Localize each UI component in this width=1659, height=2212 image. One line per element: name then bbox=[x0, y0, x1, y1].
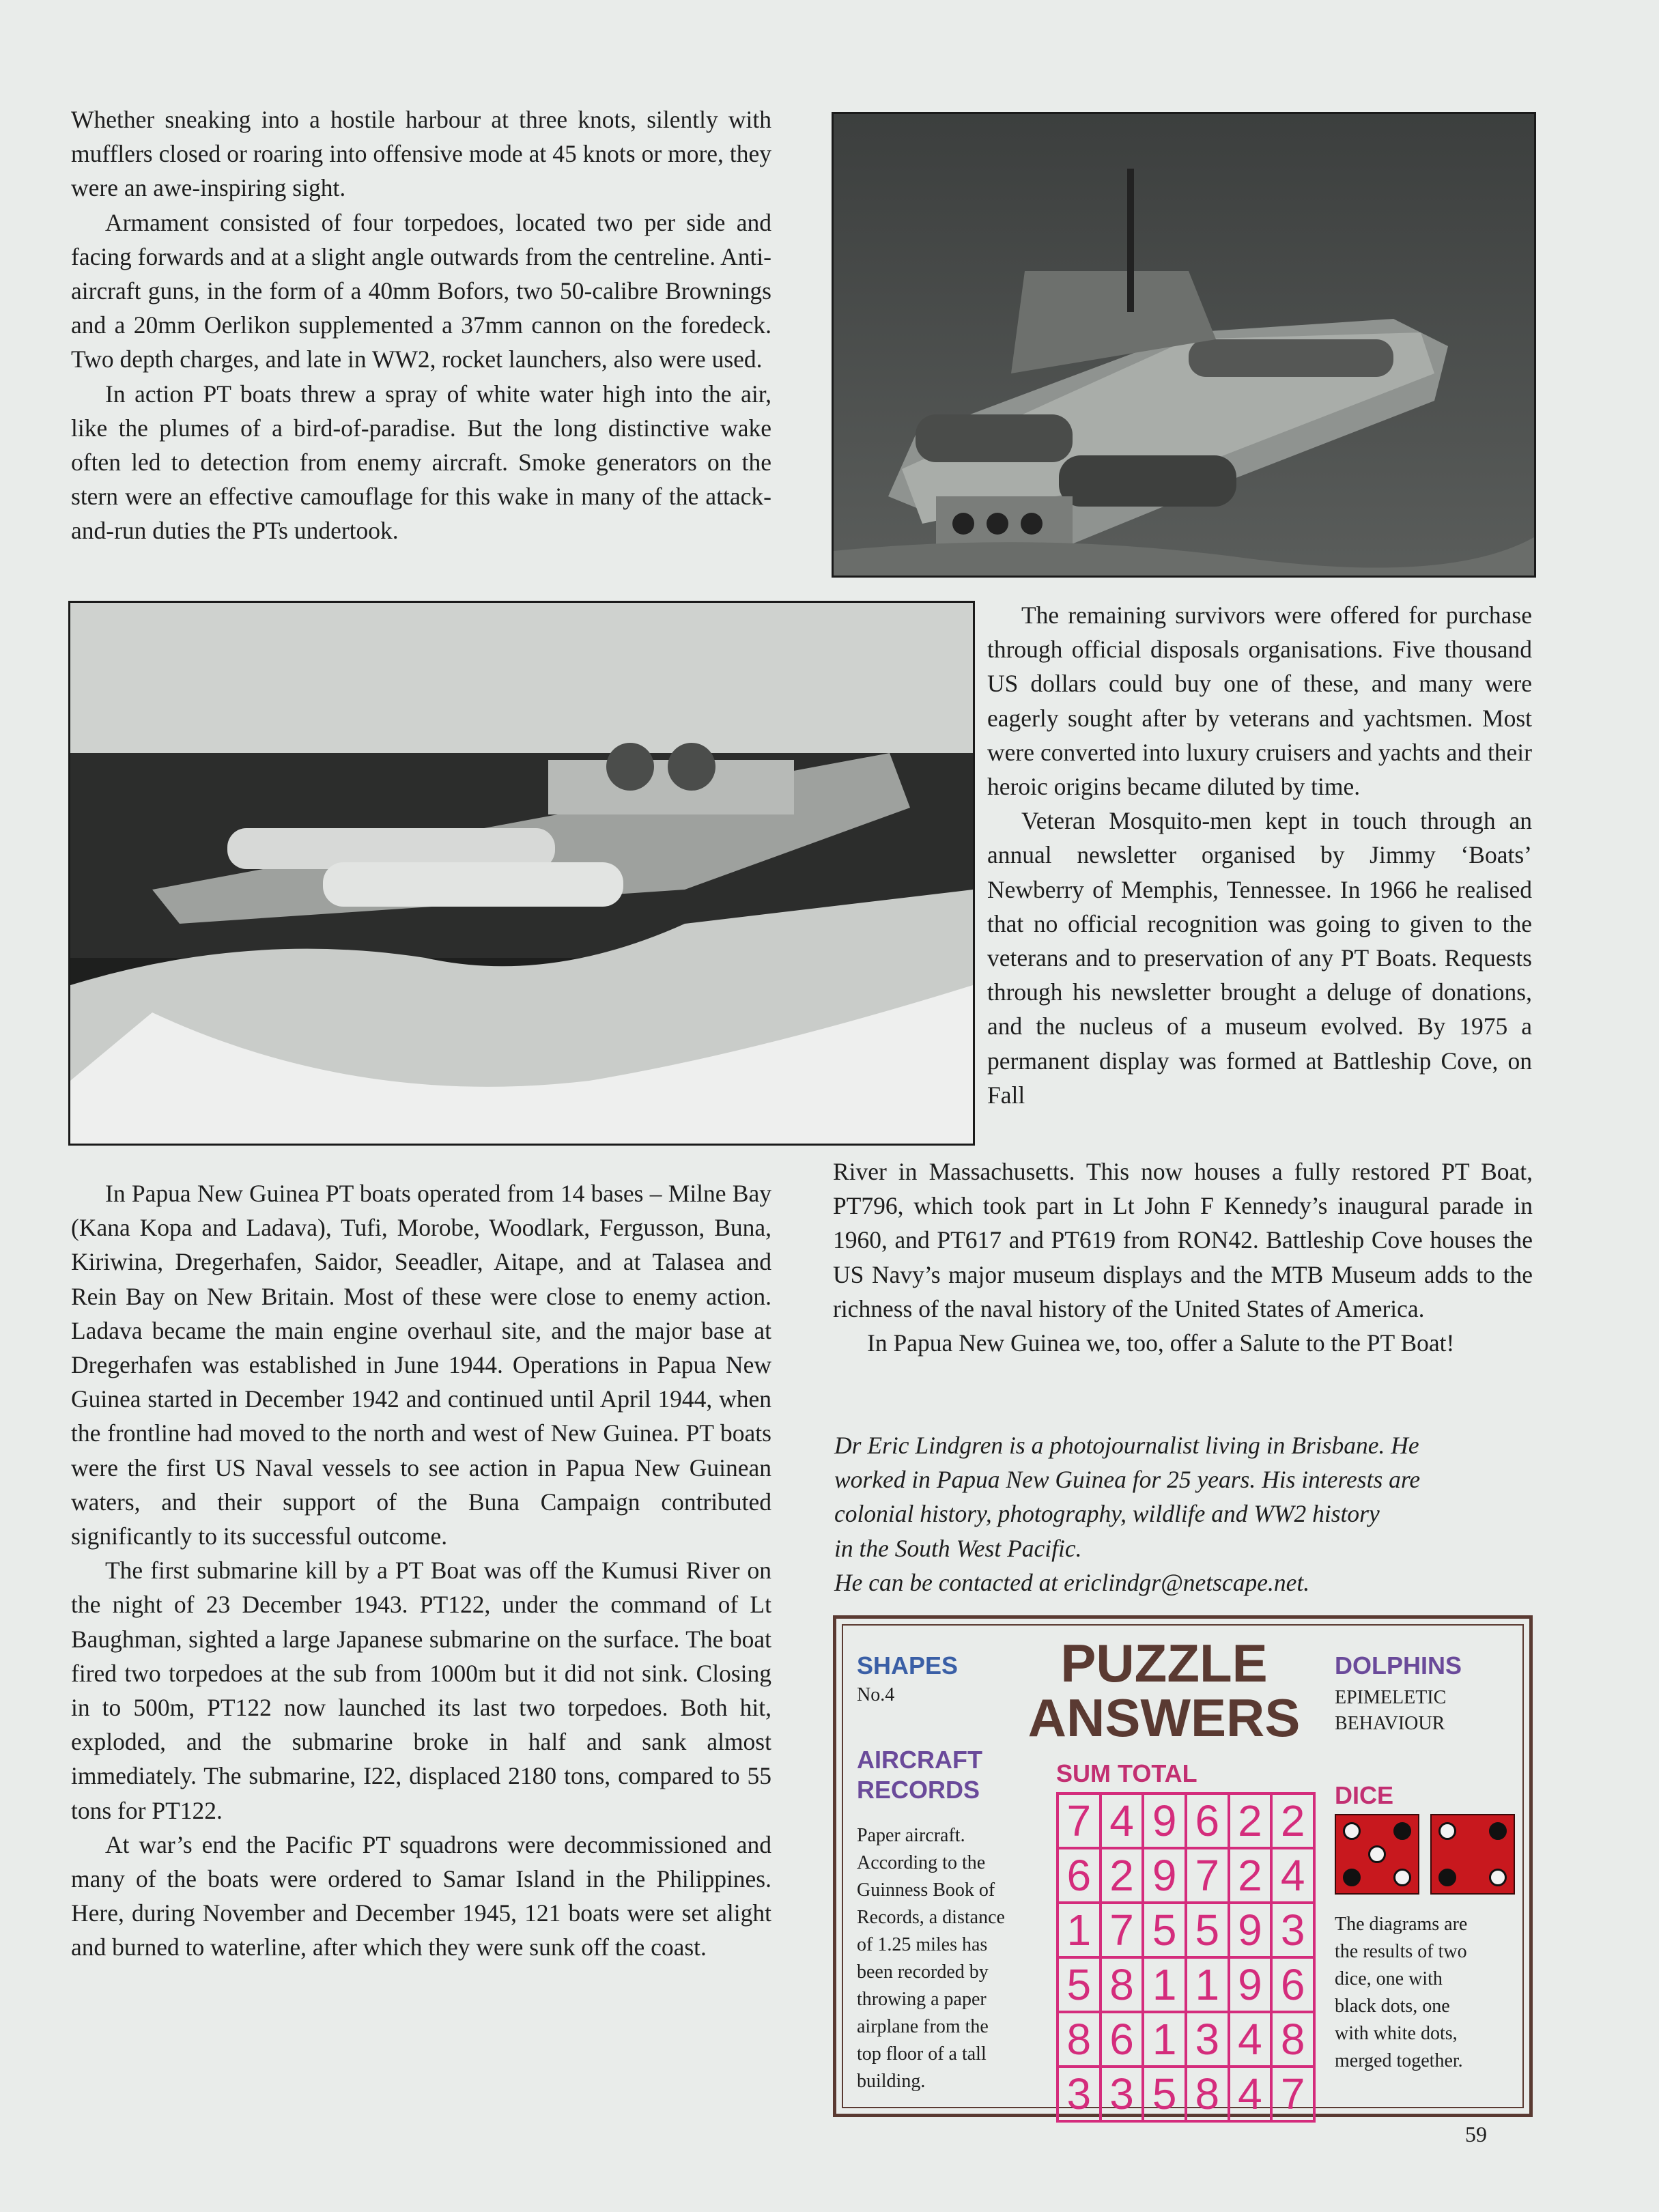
black-pip bbox=[1343, 1869, 1361, 1886]
grid-row bbox=[1058, 1848, 1314, 1903]
grid-cell: 4 bbox=[1229, 2067, 1272, 2121]
aircraft-line: airplane from the bbox=[857, 2016, 989, 2037]
white-pip bbox=[1368, 1845, 1386, 1863]
black-pip bbox=[1438, 1869, 1456, 1886]
aircraft-answer bbox=[857, 1822, 1055, 2095]
aircraft-line: Guinness Book of bbox=[857, 1880, 995, 1901]
grid-cell: 4 bbox=[1101, 1793, 1144, 1848]
grid-cell: 7 bbox=[1058, 1793, 1101, 1848]
paragraph: The first submarine kill by a PT Boat was off the Kumusi River on the night of 23 December 1943. PT122, under the command of Lt Baughman, sighted a large Japanese submarine on the surface. The boat fired two torpedoes at the sub from 1000m but it did not sink. Closing in to 500m, PT122 now launched its last two torpedoes. Both hit, exploded, and the submarine broke in half and sank almost immediately. The submarine, I22, displaced 2180 tons, compared to 55 tons for PT122. bbox=[71, 1557, 771, 1824]
dice-line: the results of two bbox=[1335, 1941, 1467, 1962]
dice-line: dice, one with bbox=[1335, 1968, 1443, 1989]
grid-cell: 6 bbox=[1101, 2012, 1144, 2067]
grid-cell: 9 bbox=[1229, 1903, 1272, 1957]
column2-bottom-text bbox=[833, 1154, 1533, 1360]
dice-title: DICE bbox=[1335, 1781, 1394, 1809]
grid-cell: 7 bbox=[1271, 2067, 1314, 2121]
puzzle-answers-box bbox=[833, 1615, 1533, 2117]
paragraph: In action PT boats threw a spray of white water high into the air, like the plumes of a bird-of-paradise. But the long distinctive wake often led to detection from enemy aircraft. Smoke generators on the stern were an effective camouflage for this wake in many of the attack-and-run duties the PTs undertook. bbox=[71, 380, 771, 545]
white-pip bbox=[1489, 1869, 1507, 1886]
aircraft-line: Paper aircraft. bbox=[857, 1825, 965, 1846]
grid-cell: 6 bbox=[1271, 1957, 1314, 2012]
bio-line: Dr Eric Lindgren is a photojournalist living in Brisbane. He bbox=[834, 1432, 1419, 1459]
pt-boat-speeding-photo bbox=[68, 601, 975, 1146]
shapes-title: SHAPES bbox=[857, 1651, 959, 1679]
black-pip bbox=[1393, 1822, 1411, 1840]
grid-cell: 5 bbox=[1143, 1903, 1186, 1957]
white-pip bbox=[1393, 1869, 1411, 1886]
dice-line: black dots, one bbox=[1335, 1996, 1450, 2017]
grid-cell: 1 bbox=[1058, 1903, 1101, 1957]
aircraft-line: According to the bbox=[857, 1852, 986, 1873]
grid-cell: 8 bbox=[1271, 2012, 1314, 2067]
shapes-answer: No.4 bbox=[857, 1684, 895, 1705]
grid-cell: 7 bbox=[1101, 1903, 1144, 1957]
dolphins-title: DOLPHINS bbox=[1335, 1651, 1462, 1679]
puzzle-title-line2: ANSWERS bbox=[1027, 1688, 1301, 1748]
pt-boat-stern-photo bbox=[832, 112, 1536, 578]
dolphins-answer-line1: EPIMELETIC bbox=[1335, 1687, 1447, 1708]
grid-cell: 8 bbox=[1101, 1957, 1144, 2012]
bio-line: colonial history, photography, wildlife and WW2 history bbox=[834, 1500, 1380, 1528]
grid-cell: 3 bbox=[1101, 2067, 1144, 2121]
paragraph: At war’s end the Pacific PT squadrons were decommissioned and many of the boats were ordered to Samar Island in the Philippines. Here, during November and December 1945, 121 boats were set alight and burned to waterline, after which they were sunk off the coast. bbox=[71, 1830, 771, 1961]
aircraft-line: of 1.25 miles has bbox=[857, 1934, 988, 1955]
aircraft-line: building. bbox=[857, 2071, 926, 2092]
grid-cell: 1 bbox=[1143, 1957, 1186, 2012]
grid-cell: 4 bbox=[1271, 1848, 1314, 1903]
grid-cell: 8 bbox=[1058, 2012, 1101, 2067]
black-pip bbox=[1489, 1822, 1507, 1840]
aircraft-line: throwing a paper bbox=[857, 1989, 987, 2010]
die-1 bbox=[1335, 1814, 1419, 1895]
bio-line: in the South West Pacific. bbox=[834, 1534, 1082, 1562]
grid-row bbox=[1058, 1793, 1314, 1848]
aircraft-title-line2: RECORDS bbox=[857, 1776, 980, 1804]
grid-cell: 7 bbox=[1186, 1848, 1229, 1903]
white-pip bbox=[1343, 1822, 1361, 1840]
bio-line: worked in Papua New Guinea for 25 years. His interests are bbox=[834, 1466, 1421, 1494]
grid-cell: 2 bbox=[1229, 1848, 1272, 1903]
paragraph: Whether sneaking into a hostile harbour at three knots, silently with mufflers closed or roaring into offensive mode at 45 knots or more, they were an awe-inspiring sight. bbox=[71, 106, 771, 202]
paragraph: River in Massachusetts. This now houses a fully restored PT Boat, PT796, which took part in Lt John F Kennedy’s inaugural parade in 1960, and PT617 and PT619 from RON42. Battleship Cove houses the US Navy’s major museum displays and the MTB Museum adds to the richness of the naval history of the United States of America. bbox=[833, 1158, 1533, 1322]
grid-cell: 9 bbox=[1143, 1848, 1186, 1903]
dice-line: with white dots, bbox=[1335, 2023, 1458, 2044]
grid-cell: 5 bbox=[1058, 1957, 1101, 2012]
page-number: 59 bbox=[1465, 2122, 1487, 2146]
paragraph: In Papua New Guinea PT boats operated from 14 bases – Milne Bay (Kana Kopa and Ladava), Tufi, Morobe, Woodlark, Fergusson, Buna, Kiriwina, Dregerhafen, Saidor, Seeadler, Aitape, and at Talasea and Rein Bay on New Britain. Most of these were close to enemy action. Ladava became the main engine overhaul site, and the major base at Dregerhafen was established in June 1944. Operations in Papua New Guinea started in December 1942 and continued until April 1944, when the frontline had moved to the north and west of New Guinea. PT boats were the first US Naval vessels to see action in Papua New Guinean waters, and their support of the Buna Campaign contributed significantly to its successful outcome. bbox=[71, 1180, 771, 1550]
grid-cell: 3 bbox=[1058, 2067, 1101, 2121]
dolphins-answer-line2: BEHAVIOUR bbox=[1335, 1713, 1445, 1734]
grid-cell: 8 bbox=[1186, 2067, 1229, 2121]
column1-bottom-text bbox=[71, 1176, 771, 1965]
puzzle-title-line1: PUZZLE bbox=[1060, 1633, 1268, 1693]
grid-cell: 4 bbox=[1229, 2012, 1272, 2067]
grid-cell: 6 bbox=[1058, 1848, 1101, 1903]
aircraft-line: been recorded by bbox=[857, 1961, 989, 1983]
author-bio bbox=[834, 1428, 1534, 1600]
grid-cell: 5 bbox=[1143, 2067, 1186, 2121]
paragraph: In Papua New Guinea we, too, offer a Salute to the PT Boat! bbox=[867, 1329, 1455, 1357]
grid-cell: 6 bbox=[1186, 1793, 1229, 1848]
grid-cell: 9 bbox=[1229, 1957, 1272, 2012]
aircraft-title-line1: AIRCRAFT bbox=[857, 1746, 982, 1774]
column2-top-text bbox=[987, 598, 1532, 1112]
grid-row bbox=[1058, 2012, 1314, 2067]
white-pip bbox=[1438, 1822, 1456, 1840]
grid-cell: 2 bbox=[1271, 1793, 1314, 1848]
bio-line: He can be contacted at ericlindgr@netscape.net. bbox=[834, 1568, 1310, 1596]
sum-total-grid bbox=[1056, 1792, 1316, 2123]
grid-cell: 3 bbox=[1186, 2012, 1229, 2067]
grid-cell: 1 bbox=[1143, 2012, 1186, 2067]
dice-answer bbox=[1335, 1911, 1519, 2075]
sum-total-title: SUM TOTAL bbox=[1056, 1759, 1197, 1787]
grid-cell: 2 bbox=[1229, 1793, 1272, 1848]
paragraph: The remaining survivors were offered for purchase through official disposals organisations. Five thousand US dollars could buy one of these, and many were eagerly sought after by veterans and yachtsmen. Most were converted into luxury cruisers and yachts and their heroic origins became diluted by time. bbox=[987, 601, 1532, 801]
grid-cell: 9 bbox=[1143, 1793, 1186, 1848]
dice-line: merged together. bbox=[1335, 2050, 1463, 2071]
grid-row bbox=[1058, 1903, 1314, 1957]
grid-cell: 5 bbox=[1186, 1903, 1229, 1957]
aircraft-line: top floor of a tall bbox=[857, 2043, 987, 2065]
grid-cell: 2 bbox=[1101, 1848, 1144, 1903]
grid-row bbox=[1058, 1957, 1314, 2012]
grid-cell: 1 bbox=[1186, 1957, 1229, 2012]
grid-row bbox=[1058, 2067, 1314, 2121]
die-2 bbox=[1430, 1814, 1515, 1895]
paragraph: Armament consisted of four torpedoes, located two per side and facing forwards and at a slight angle outwards from the centreline. Anti-aircraft guns, in the form of a 40mm Bofors, two 50-calibre Brownings and a 20mm Oerlikon supplemented a 37mm cannon on the foredeck. Two depth charges, and late in WW2, rocket launchers, also were used. bbox=[71, 208, 771, 373]
paragraph: Veteran Mosquito-men kept in touch through an annual newsletter organised by Jimmy ‘Boats’ Newberry of Memphis, Tennessee. In 1966 he realised that no official recognition was going to given to the veterans and to preservation of any PT Boats. Requests through his newsletter brought a deluge of donations, and the nucleus of a museum evolved. By 1975 a permanent display was formed at Battleship Cove, on Fall bbox=[987, 807, 1532, 1109]
column1-top-text bbox=[71, 102, 771, 548]
grid-cell: 3 bbox=[1271, 1903, 1314, 1957]
aircraft-line: Records, a distance bbox=[857, 1907, 1005, 1928]
dice-line: The diagrams are bbox=[1335, 1914, 1468, 1935]
